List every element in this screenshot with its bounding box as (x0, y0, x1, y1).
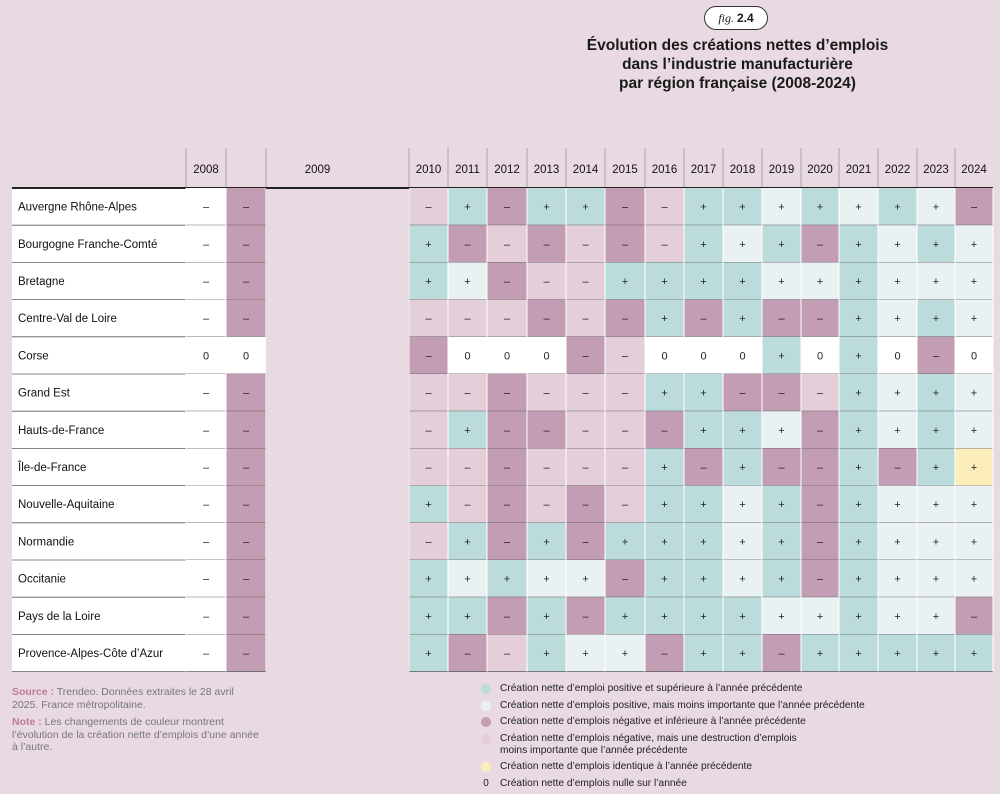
cell-value: – (425, 350, 432, 363)
row-label: Corse (18, 350, 49, 363)
cell-value: – (242, 573, 250, 586)
cell-value: – (464, 313, 471, 326)
col-header-2010: 2010 (415, 164, 442, 176)
cell-value: – (202, 610, 210, 623)
legend-swatch (481, 717, 491, 727)
figure-prefix: fig. (718, 10, 734, 25)
cell-value: 0 (970, 350, 978, 363)
cell-value: 0 (503, 350, 511, 363)
cell-value: + (894, 387, 901, 400)
cell-value: – (242, 276, 250, 288)
cell-value: + (894, 238, 901, 251)
cell-value: – (242, 610, 250, 623)
col-header-2014: 2014 (572, 164, 599, 176)
cell-value: + (582, 648, 589, 660)
col-header-2008: 2008 (193, 164, 219, 176)
cell-value: + (621, 536, 629, 549)
cell-value: + (894, 313, 901, 326)
cell-value: – (242, 536, 250, 549)
cell-value: – (202, 424, 210, 437)
cell-value: + (894, 573, 901, 586)
cell-value: + (970, 499, 978, 512)
cell-value: – (543, 276, 550, 288)
cell-value: + (503, 573, 511, 586)
legend-swatch (481, 762, 491, 772)
cell-value: + (739, 313, 746, 326)
cell-value: – (661, 648, 668, 660)
cell-value: – (202, 276, 210, 288)
cell-value: + (464, 610, 471, 623)
cell-value: + (661, 276, 668, 288)
row-label: Nouvelle-Aquitaine (18, 499, 115, 512)
cell-value: + (543, 610, 550, 623)
cell-value: – (425, 462, 432, 474)
cell-value: – (543, 424, 550, 437)
cell-value: – (543, 387, 550, 400)
cell-value: + (739, 573, 746, 586)
cell-value: – (503, 648, 511, 660)
table-gap (266, 187, 409, 673)
col-header-2024: 2024 (961, 164, 987, 176)
col-header-2016: 2016 (651, 164, 678, 176)
cell-value: 0 (661, 350, 668, 363)
cell-value: – (661, 238, 668, 251)
cell-value: + (932, 573, 940, 586)
cell-value: + (778, 573, 785, 586)
cell-value: + (778, 499, 785, 512)
row-label: Bretagne (18, 276, 65, 288)
col-header-2020: 2020 (807, 164, 833, 176)
cell-value: + (855, 462, 862, 474)
cell-value: + (661, 462, 668, 474)
cell-value: + (739, 462, 746, 474)
cell-value: – (503, 201, 511, 214)
cell-value: + (932, 536, 940, 549)
col-header-2019: 2019 (768, 164, 795, 176)
cell-value: + (778, 350, 785, 363)
cell-value: + (425, 238, 432, 251)
cell-value: 0 (894, 350, 901, 363)
note-label: Note : (12, 716, 42, 728)
row-label: Auvergne Rhône-Alpes (18, 201, 137, 214)
source-label: Source : (12, 686, 55, 698)
cell-value: + (855, 387, 862, 400)
legend-item (481, 778, 865, 790)
cell-value: – (778, 387, 785, 400)
legend-zero-symbol: 0 (483, 777, 489, 789)
cell-value: + (855, 648, 862, 660)
cell-value: + (739, 424, 746, 437)
cell-value: 0 (543, 350, 550, 363)
legend-label: Création nette d’emplois identique à l’année précédente (500, 761, 753, 772)
cell-value: – (242, 499, 250, 512)
cell-value: – (242, 238, 250, 251)
cell-value: – (582, 350, 589, 363)
cell-value: – (425, 387, 432, 400)
cell-value: + (855, 201, 862, 214)
cell-value: + (621, 610, 629, 623)
cell-value: + (661, 573, 668, 586)
cell-value: – (503, 499, 511, 512)
col-header-2011: 2011 (455, 164, 480, 176)
legend-label: Création nette d’emplois positive, mais moins importante que l’année précédente (500, 699, 865, 711)
cell-value: – (970, 610, 978, 623)
cell-value: + (700, 238, 707, 251)
cell-value: + (894, 610, 901, 623)
cell-value: + (932, 238, 940, 251)
figure-number: 2.4 (736, 11, 754, 25)
cell-value: 0 (464, 350, 471, 363)
cell-value: – (543, 238, 550, 251)
cell-value: – (503, 462, 511, 474)
cell-value: + (855, 424, 862, 437)
row-label: Île-de-France (18, 462, 87, 474)
cell-value: – (582, 238, 589, 251)
cell-value: + (661, 313, 668, 326)
cell-value: + (932, 201, 940, 214)
cell-value: – (202, 387, 210, 400)
cell-value: + (816, 276, 824, 288)
cell-value: 0 (816, 350, 824, 363)
cell-value: – (503, 276, 511, 288)
cell-value: – (425, 201, 432, 214)
cell-value: + (425, 499, 432, 512)
cell-value: + (739, 536, 746, 549)
cell-value: + (855, 536, 862, 549)
row-label: Pays de la Loire (18, 610, 101, 623)
cell-value: – (621, 462, 629, 474)
cell-value: – (202, 573, 210, 586)
cell-value: – (816, 462, 824, 474)
legend-item (481, 700, 865, 712)
cell-value: + (464, 201, 471, 214)
note (12, 716, 262, 754)
cell-value: – (464, 238, 471, 251)
cell-value: – (582, 610, 589, 623)
cell-value: – (202, 648, 210, 660)
cell-value: – (202, 462, 210, 474)
cell-value: – (582, 276, 589, 288)
cell-value: – (543, 462, 550, 474)
cell-value: – (970, 201, 978, 214)
cell-value: – (242, 424, 250, 437)
title-line-3: par région française (2008-2024) (619, 75, 856, 92)
cell-value: – (464, 462, 471, 474)
legend-label: Création nette d’emploi positive et supérieure à l’année précédente (500, 683, 803, 694)
legend-swatch (481, 734, 491, 744)
cell-value: + (970, 573, 978, 586)
cell-value: – (621, 573, 629, 586)
cell-value: – (425, 313, 432, 326)
cell-value: + (894, 276, 901, 288)
legend-label: Création nette d’emplois nulle sur l’année (500, 777, 687, 789)
cell-value: + (700, 499, 707, 512)
cell-value: + (621, 276, 629, 288)
cell-value: – (778, 462, 785, 474)
title-line-2: dans l’industrie manufacturière (622, 56, 853, 73)
cell-value: – (816, 424, 824, 437)
cell-value: – (242, 387, 250, 400)
cell-value: + (543, 201, 550, 214)
cell-value: 0 (242, 350, 250, 363)
col-header-2013: 2013 (533, 164, 560, 176)
cell-value: + (855, 499, 862, 512)
cell-value: – (582, 387, 589, 400)
col-header-2009: 2009 (304, 164, 331, 176)
cell-value: + (425, 276, 432, 288)
cell-value: + (970, 387, 978, 400)
cell-value: + (970, 462, 978, 474)
cell-value: + (932, 313, 940, 326)
cell-value: – (816, 499, 824, 512)
cell-value: + (700, 201, 707, 214)
legend-item (481, 716, 865, 728)
cell-value: – (582, 424, 589, 437)
cell-value: – (503, 424, 511, 437)
cell-value: + (970, 313, 978, 326)
cell-value: + (778, 201, 785, 214)
cell-value: + (778, 536, 785, 549)
cell-value: + (855, 350, 862, 363)
col-header-2018: 2018 (729, 164, 756, 176)
source-note (12, 686, 262, 711)
cell-value: – (816, 536, 824, 549)
cell-value: + (778, 276, 785, 288)
cell-value: + (778, 610, 785, 623)
col-header-2015: 2015 (612, 164, 638, 176)
cell-value: + (932, 276, 940, 288)
cell-value: + (932, 499, 940, 512)
cell-value: + (621, 648, 629, 660)
cell-value: – (202, 313, 210, 326)
cell-value: + (855, 610, 862, 623)
col-header-2012: 2012 (494, 164, 520, 176)
cell-value: + (970, 648, 978, 660)
cell-value: – (242, 648, 250, 660)
cell-value: + (739, 610, 746, 623)
cell-value: – (202, 238, 210, 251)
cell-value: – (543, 313, 550, 326)
legend (481, 683, 865, 794)
cell-value: + (700, 610, 707, 623)
row-label: Bourgogne Franche-Comté (18, 238, 158, 251)
cell-value: + (970, 536, 978, 549)
cell-value: 0 (202, 350, 210, 363)
cell-value: + (894, 536, 901, 549)
cell-value: – (503, 536, 511, 549)
cell-value: + (582, 201, 589, 214)
cell-value: + (425, 610, 432, 623)
cell-value: – (202, 201, 210, 214)
cell-value: + (932, 610, 940, 623)
legend-item (481, 733, 865, 757)
cell-value: + (700, 424, 707, 437)
cell-value: – (202, 536, 210, 549)
cell-value: + (543, 573, 550, 586)
cell-value: – (621, 424, 629, 437)
cell-value: – (582, 462, 589, 474)
source-text: Trendeo. Données extraites le 28 avril 2025. France métropolitaine. (12, 686, 234, 711)
cell-value: + (894, 648, 901, 660)
cell-value: + (855, 313, 862, 326)
cell-value: + (700, 387, 707, 400)
cell-value: – (425, 424, 432, 437)
col-header-2023: 2023 (923, 164, 949, 176)
cell-value: + (739, 648, 746, 660)
title-line-1: Évolution des créations nettes d’emplois (586, 37, 889, 54)
cell-value: – (739, 387, 746, 400)
cell-value: – (503, 313, 511, 326)
cell-value: 0 (700, 350, 707, 363)
cell-value: – (464, 387, 471, 400)
cell-value: + (543, 536, 550, 549)
cell-value: + (739, 276, 746, 288)
note-text: Les changements de couleur montrent l’évolution de la création nette d’emplois d’une année à l’autre. (12, 716, 259, 753)
cell-value: + (932, 387, 940, 400)
footer-notes (12, 686, 262, 759)
legend-swatch (481, 701, 491, 711)
cell-value: + (855, 238, 862, 251)
cell-value: – (816, 387, 824, 400)
cell-value: – (202, 499, 210, 512)
cell-value: – (464, 648, 471, 660)
cell-value: – (932, 350, 940, 363)
cell-value: + (425, 573, 432, 586)
row-label: Provence-Alpes-Côte d’Azur (18, 648, 164, 660)
row-label: Hauts-de-France (18, 424, 105, 437)
cell-value: – (700, 313, 707, 326)
cell-value: – (621, 499, 629, 512)
cell-value: + (700, 536, 707, 549)
cell-value: + (970, 238, 978, 251)
cell-value: – (242, 201, 250, 214)
cell-value: – (816, 313, 824, 326)
row-label: Grand Est (18, 387, 70, 400)
cell-value: – (778, 648, 785, 660)
cell-value: + (894, 424, 901, 437)
cell-value: + (661, 610, 668, 623)
cell-value: + (661, 387, 668, 400)
cell-value: + (855, 276, 862, 288)
legend-label: Création nette d’emplois négative, mais une destruction d’emplois moins importante que l’année précédente (500, 732, 797, 756)
cell-value: 0 (739, 350, 746, 363)
cell-value: – (242, 313, 250, 326)
cell-value: + (739, 201, 746, 214)
cell-value: – (425, 536, 432, 549)
row-label: Centre-Val de Loire (18, 313, 117, 326)
cell-value: + (661, 536, 668, 549)
cell-value: + (739, 238, 746, 251)
cell-value: + (464, 276, 471, 288)
cell-value: – (582, 499, 589, 512)
cell-value: + (970, 276, 978, 288)
cell-value: – (621, 350, 629, 363)
legend-item (481, 761, 865, 773)
col-header-2021: 2021 (845, 164, 872, 176)
cell-value: – (621, 238, 629, 251)
cell-value: + (661, 499, 668, 512)
legend-swatch (481, 684, 491, 694)
cell-value: + (932, 648, 940, 660)
cell-value: – (894, 462, 901, 474)
cell-value: + (932, 462, 940, 474)
cell-value: – (661, 201, 668, 214)
cell-value: + (894, 201, 901, 214)
cell-value: – (543, 499, 550, 512)
cell-value: + (700, 648, 707, 660)
cell-value: + (778, 238, 785, 251)
cell-value: – (621, 313, 629, 326)
col-header-2017: 2017 (690, 164, 717, 176)
cell-value: + (700, 573, 707, 586)
cell-value: – (700, 462, 707, 474)
cell-value: – (464, 499, 471, 512)
cell-value: + (464, 424, 471, 437)
row-label: Occitanie (18, 573, 66, 586)
cell-value: + (464, 573, 471, 586)
cell-value: – (582, 536, 589, 549)
cell-value: – (816, 573, 824, 586)
col-header-2022: 2022 (884, 164, 911, 176)
legend-item (481, 683, 865, 695)
cell-value: + (425, 648, 432, 660)
cell-value: – (503, 238, 511, 251)
cell-value: – (621, 387, 629, 400)
cell-value: + (464, 536, 471, 549)
row-label: Normandie (18, 536, 75, 549)
cell-value: + (855, 573, 862, 586)
cell-value: + (543, 648, 550, 660)
cell-value: – (778, 313, 785, 326)
cell-value: + (894, 499, 901, 512)
cell-value: + (816, 201, 824, 214)
cell-value: – (503, 610, 511, 623)
legend-label: Création nette d’emplois négative et inférieure à l’année précédente (500, 716, 806, 727)
cell-value: + (970, 424, 978, 437)
cell-value: + (816, 610, 824, 623)
cell-value: – (661, 424, 668, 437)
cell-value: + (778, 424, 785, 437)
cell-value: – (816, 238, 824, 251)
cell-value: + (932, 424, 940, 437)
cell-value: – (503, 387, 511, 400)
cell-value: + (816, 648, 824, 660)
cell-value: + (739, 499, 746, 512)
cell-value: – (621, 201, 629, 214)
cell-value: – (242, 462, 250, 474)
cell-value: – (582, 313, 589, 326)
cell-value: + (582, 573, 589, 586)
cell-value: + (700, 276, 707, 288)
